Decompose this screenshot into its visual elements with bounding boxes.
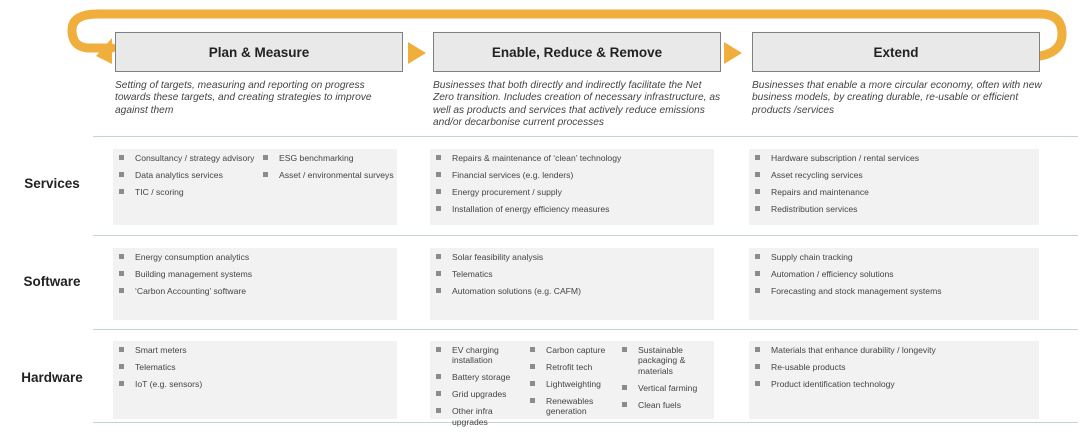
- stage-plan-measure: [115, 32, 403, 72]
- divider: [93, 329, 1078, 330]
- square-bullet-icon: [119, 381, 124, 386]
- list-item: [119, 379, 389, 389]
- square-bullet-icon: [530, 381, 535, 386]
- row-label-software: Software: [23, 274, 81, 289]
- square-bullet-icon: [436, 374, 441, 379]
- square-bullet-icon: [263, 155, 268, 160]
- list-item-text: Supply chain tracking: [771, 252, 853, 262]
- item-list: [755, 252, 1025, 303]
- list-item-text: Solar feasibility analysis: [452, 252, 544, 262]
- stage-title: Enable, Reduce & Remove: [491, 44, 663, 60]
- matrix-cell: [749, 341, 1039, 419]
- list-item: [755, 170, 1025, 180]
- list-item: [436, 269, 706, 279]
- list-item: [119, 345, 389, 355]
- item-list: [119, 345, 389, 396]
- list-item: [119, 269, 389, 279]
- matrix-cell: [113, 341, 397, 419]
- list-item-text: Consultancy / strategy advisory: [135, 153, 255, 163]
- list-item-text: EV charging installation: [452, 345, 499, 366]
- square-bullet-icon: [119, 172, 124, 177]
- list-item-text: Forecasting and stock management systems: [771, 285, 942, 296]
- list-item-text: Repairs & maintenance of ‘clean’ technology: [452, 153, 622, 163]
- list-item: [119, 153, 257, 163]
- item-list: [755, 345, 1025, 396]
- list-item: [755, 286, 1025, 296]
- list-item: [263, 170, 403, 180]
- square-bullet-icon: [436, 391, 441, 396]
- list-item-text: Re-usable products: [771, 361, 846, 372]
- square-bullet-icon: [119, 254, 124, 259]
- list-item-text: Data analytics services: [135, 169, 223, 180]
- matrix-cell: [749, 248, 1039, 320]
- list-item: [263, 153, 403, 163]
- list-item-text: Automation solutions (e.g. CAFM): [452, 285, 581, 296]
- square-bullet-icon: [622, 402, 627, 407]
- square-bullet-icon: [119, 288, 124, 293]
- square-bullet-icon: [436, 172, 441, 177]
- list-item-text: Hardware subscription / rental services: [771, 153, 920, 163]
- item-list: [119, 153, 257, 204]
- list-item: [622, 383, 712, 393]
- square-bullet-icon: [119, 155, 124, 160]
- matrix-cell: [430, 149, 714, 225]
- square-bullet-icon: [436, 254, 441, 259]
- matrix-cell: [749, 149, 1039, 225]
- divider: [93, 235, 1078, 236]
- list-item: [436, 204, 706, 214]
- list-item: [755, 204, 1025, 214]
- stage-description: Businesses that enable a more circular economy, often with new business models, by creating durable, re-usable or efficient products /services: [752, 80, 1042, 116]
- list-item: [119, 286, 389, 296]
- stage-extend: [752, 32, 1040, 72]
- list-item-text: ESG benchmarking: [279, 153, 354, 163]
- item-list: [119, 252, 389, 303]
- list-item: [755, 187, 1025, 197]
- matrix-cell: [430, 248, 714, 320]
- list-item: [436, 187, 706, 197]
- list-item: [755, 252, 1025, 262]
- list-item-text: Financial services (e.g. lenders): [452, 169, 574, 180]
- list-item-text: Installation of energy efficiency measures: [452, 203, 610, 214]
- list-item-text: Renewables generation: [546, 395, 594, 417]
- list-item-text: Lightweighting: [546, 378, 601, 389]
- square-bullet-icon: [755, 347, 760, 352]
- square-bullet-icon: [755, 254, 760, 259]
- list-item: [530, 379, 620, 389]
- square-bullet-icon: [119, 189, 124, 194]
- square-bullet-icon: [436, 288, 441, 293]
- square-bullet-icon: [622, 385, 627, 390]
- list-item-text: Repairs and maintenance: [771, 186, 869, 197]
- matrix-cell: [113, 149, 397, 225]
- square-bullet-icon: [755, 155, 760, 160]
- item-list: [436, 345, 528, 433]
- list-item-text: Other infra upgrades: [452, 406, 493, 427]
- list-item: [436, 372, 528, 382]
- list-item: [755, 345, 1025, 355]
- list-item: [755, 362, 1025, 372]
- square-bullet-icon: [119, 347, 124, 352]
- list-item: [530, 396, 620, 417]
- square-bullet-icon: [622, 347, 627, 352]
- list-item-text: TIC / scoring: [135, 186, 184, 197]
- square-bullet-icon: [436, 271, 441, 276]
- list-item-text: Materials that enhance durability / longevity: [771, 345, 936, 355]
- list-item: [755, 379, 1025, 389]
- list-item: [119, 187, 257, 197]
- square-bullet-icon: [755, 206, 760, 211]
- list-item: [622, 400, 712, 410]
- item-list: [755, 153, 1025, 221]
- list-item-text: Grid upgrades: [452, 389, 507, 400]
- list-item: [436, 345, 528, 366]
- list-item: [436, 286, 706, 296]
- list-item-text: Asset / environmental surveys: [279, 169, 394, 180]
- list-item-text: Carbon capture: [546, 345, 606, 355]
- list-item: [622, 345, 712, 376]
- chevron-right-icon: [408, 42, 426, 64]
- list-item-text: Automation / efficiency solutions: [771, 268, 894, 279]
- list-item-text: Retrofit tech: [546, 361, 593, 372]
- square-bullet-icon: [530, 347, 535, 352]
- list-item: [530, 362, 620, 372]
- list-item-text: Redistribution services: [771, 203, 858, 214]
- list-item: [119, 170, 257, 180]
- square-bullet-icon: [436, 408, 441, 413]
- square-bullet-icon: [263, 172, 268, 177]
- list-item-text: Energy procurement / supply: [452, 186, 562, 197]
- square-bullet-icon: [436, 155, 441, 160]
- square-bullet-icon: [119, 271, 124, 276]
- chevron-right-icon: [724, 42, 742, 64]
- square-bullet-icon: [755, 381, 760, 386]
- list-item: [436, 170, 706, 180]
- list-item: [755, 153, 1025, 163]
- list-item-text: Telematics: [452, 268, 493, 279]
- item-list: [530, 345, 620, 423]
- square-bullet-icon: [755, 172, 760, 177]
- square-bullet-icon: [530, 364, 535, 369]
- list-item-text: Telematics: [135, 361, 176, 372]
- square-bullet-icon: [436, 206, 441, 211]
- square-bullet-icon: [530, 398, 535, 403]
- list-item: [119, 362, 389, 372]
- square-bullet-icon: [755, 189, 760, 194]
- row-label-services: Services: [24, 176, 80, 191]
- square-bullet-icon: [436, 189, 441, 194]
- list-item: [436, 406, 528, 427]
- loop-arrowhead-icon: [96, 38, 112, 64]
- list-item-text: Energy consumption analytics: [135, 252, 250, 262]
- stage-title: Extend: [873, 44, 919, 60]
- list-item-text: Smart meters: [135, 345, 187, 355]
- item-list: [263, 153, 403, 187]
- list-item: [436, 389, 528, 399]
- list-item-text: Asset recycling services: [771, 169, 863, 180]
- list-item-text: ‘Carbon Accounting’ software: [135, 285, 246, 296]
- list-item: [530, 345, 620, 355]
- square-bullet-icon: [119, 364, 124, 369]
- square-bullet-icon: [436, 347, 441, 352]
- square-bullet-icon: [755, 364, 760, 369]
- square-bullet-icon: [755, 288, 760, 293]
- list-item-text: Building management systems: [135, 268, 253, 279]
- divider: [93, 136, 1078, 137]
- stage-description: Setting of targets, measuring and reporting on progress towards these targets, and creating strategies to improve against them: [115, 80, 372, 116]
- row-label-hardware: Hardware: [21, 370, 83, 385]
- matrix-cell: [430, 341, 714, 427]
- matrix-cell: [113, 248, 397, 320]
- stage-enable-reduce-remove: [433, 32, 721, 72]
- item-list: [436, 252, 706, 303]
- list-item-text: Battery storage: [452, 372, 511, 383]
- list-item: [755, 269, 1025, 279]
- list-item-text: Product identification technology: [771, 378, 895, 389]
- square-bullet-icon: [755, 271, 760, 276]
- stage-title: Plan & Measure: [208, 44, 310, 60]
- item-list: [622, 345, 712, 417]
- list-item-text: Clean fuels: [638, 399, 681, 410]
- list-item-text: Vertical farming: [638, 382, 698, 393]
- list-item: [436, 252, 706, 262]
- list-item-text: Sustainable packaging & materials: [638, 345, 686, 376]
- list-item: [119, 252, 389, 262]
- stage-description: Businesses that both directly and indirectly facilitate the Net Zero transition. Includes creation of necessary infrastructure, as well as products and services that actively reduce emissions and/or decarbonise current processes: [433, 80, 721, 129]
- list-item-text: IoT (e.g. sensors): [135, 378, 203, 389]
- list-item: [436, 153, 706, 163]
- item-list: [436, 153, 706, 221]
